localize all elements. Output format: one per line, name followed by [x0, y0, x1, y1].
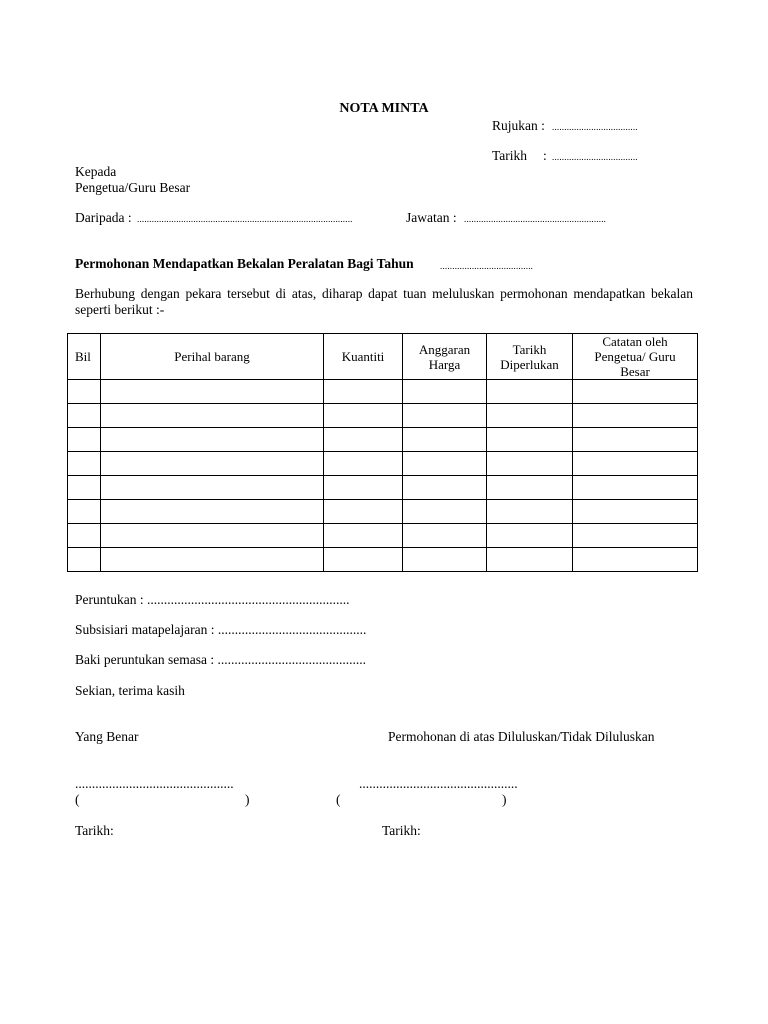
table-row: [68, 476, 698, 500]
table-cell[interactable]: [324, 500, 403, 524]
table-cell[interactable]: [68, 404, 101, 428]
table-cell[interactable]: [573, 548, 698, 572]
table-cell[interactable]: [403, 380, 487, 404]
jawatan-field[interactable]: ..........................................................: [464, 214, 607, 224]
table-cell[interactable]: [403, 524, 487, 548]
right-tarikh-label: Tarikh:: [382, 823, 421, 838]
table-cell[interactable]: [487, 428, 573, 452]
col-header-perihal: Perihal barang: [101, 334, 324, 380]
table-cell[interactable]: [324, 404, 403, 428]
table-cell[interactable]: [68, 452, 101, 476]
table-cell[interactable]: [324, 476, 403, 500]
table-cell[interactable]: [68, 476, 101, 500]
approval-label: Permohonan di atas Diluluskan/Tidak Diluluskan: [388, 729, 655, 744]
table-cell[interactable]: [101, 500, 324, 524]
right-signature-line[interactable]: ...............................................: [359, 776, 518, 791]
table-cell[interactable]: [403, 500, 487, 524]
col-header-kuantiti: Kuantiti: [324, 334, 403, 380]
jawatan-label: Jawatan :: [406, 210, 457, 225]
table-cell[interactable]: [68, 500, 101, 524]
table-header-row: [68, 334, 698, 380]
table-cell[interactable]: [487, 380, 573, 404]
table-cell[interactable]: [101, 380, 324, 404]
table-cell[interactable]: [573, 428, 698, 452]
request-table: [67, 333, 698, 572]
daripada-label: Daripada :: [75, 210, 132, 225]
col-header-tarikh: Tarikh Diperlukan: [487, 334, 573, 380]
table-row: [68, 404, 698, 428]
table-cell[interactable]: [403, 452, 487, 476]
table-cell[interactable]: [324, 452, 403, 476]
yang-benar-label: Yang Benar: [75, 729, 139, 744]
table-cell[interactable]: [487, 476, 573, 500]
peruntukan-line[interactable]: Peruntukan : ............................................................: [75, 592, 350, 607]
table-row: [68, 428, 698, 452]
table-row: [68, 548, 698, 572]
tahun-field[interactable]: ......................................: [440, 261, 534, 271]
daripada-field[interactable]: ........................................................................................: [137, 214, 353, 224]
subsisiari-line[interactable]: Subsisiari matapelajaran : ............................................: [75, 622, 367, 637]
table-cell[interactable]: [573, 380, 698, 404]
table-cell[interactable]: [403, 428, 487, 452]
table-cell[interactable]: [324, 380, 403, 404]
table-cell[interactable]: [101, 476, 324, 500]
document-title: NOTA MINTA: [339, 101, 429, 116]
baki-line[interactable]: Baki peruntukan semasa : ............................................: [75, 652, 366, 667]
table-cell[interactable]: [68, 380, 101, 404]
table-cell[interactable]: [324, 548, 403, 572]
left-name-close-paren: ): [245, 792, 250, 807]
table-cell[interactable]: [68, 428, 101, 452]
closing-text: Sekian, terima kasih: [75, 683, 185, 698]
table-row: [68, 524, 698, 548]
table-cell[interactable]: [573, 500, 698, 524]
left-signature-line[interactable]: ...............................................: [75, 776, 234, 791]
col-header-bil: Bil: [68, 334, 101, 380]
table-cell[interactable]: [573, 452, 698, 476]
col-header-catatan: Catatan oleh Pengetua/ Guru Besar: [573, 334, 698, 380]
table-cell[interactable]: [101, 452, 324, 476]
table-cell[interactable]: [68, 524, 101, 548]
left-name-open-paren: (: [75, 792, 80, 807]
table-cell[interactable]: [101, 548, 324, 572]
right-name-open-paren: (: [336, 792, 341, 807]
rujukan-field[interactable]: ...................................: [552, 122, 638, 132]
table-cell[interactable]: [403, 476, 487, 500]
table-cell[interactable]: [487, 404, 573, 428]
table-cell[interactable]: [403, 404, 487, 428]
left-tarikh-label: Tarikh:: [75, 823, 114, 838]
table-cell[interactable]: [573, 524, 698, 548]
table-cell[interactable]: [573, 476, 698, 500]
table-row: [68, 380, 698, 404]
table-cell[interactable]: [487, 452, 573, 476]
col-header-anggaran: Anggaran Harga: [403, 334, 487, 380]
table-row: [68, 500, 698, 524]
recipient-name: Pengetua/Guru Besar: [75, 180, 191, 195]
intro-paragraph: Berhubung dengan pekara tersebut di atas, diharap dapat tuan meluluskan permohonan mendapatkan bekalan seperti berikut :-: [75, 286, 693, 317]
table-cell[interactable]: [487, 524, 573, 548]
subject-heading: Permohonan Mendapatkan Bekalan Peralatan Bagi Tahun: [75, 256, 414, 271]
table-cell[interactable]: [101, 428, 324, 452]
table-cell[interactable]: [573, 404, 698, 428]
tarikh-field[interactable]: ...................................: [552, 152, 638, 162]
table-cell[interactable]: [101, 404, 324, 428]
table-cell[interactable]: [487, 500, 573, 524]
tarikh-colon: :: [543, 148, 547, 163]
table-cell[interactable]: [324, 524, 403, 548]
table-cell[interactable]: [101, 524, 324, 548]
tarikh-label: Tarikh: [492, 148, 528, 163]
right-name-close-paren: ): [502, 792, 507, 807]
table-row: [68, 452, 698, 476]
kepada-label: Kepada: [75, 164, 117, 179]
table-cell[interactable]: [324, 428, 403, 452]
table-cell[interactable]: [403, 548, 487, 572]
table-cell[interactable]: [68, 548, 101, 572]
table-cell[interactable]: [487, 548, 573, 572]
rujukan-label: Rujukan :: [492, 118, 545, 133]
